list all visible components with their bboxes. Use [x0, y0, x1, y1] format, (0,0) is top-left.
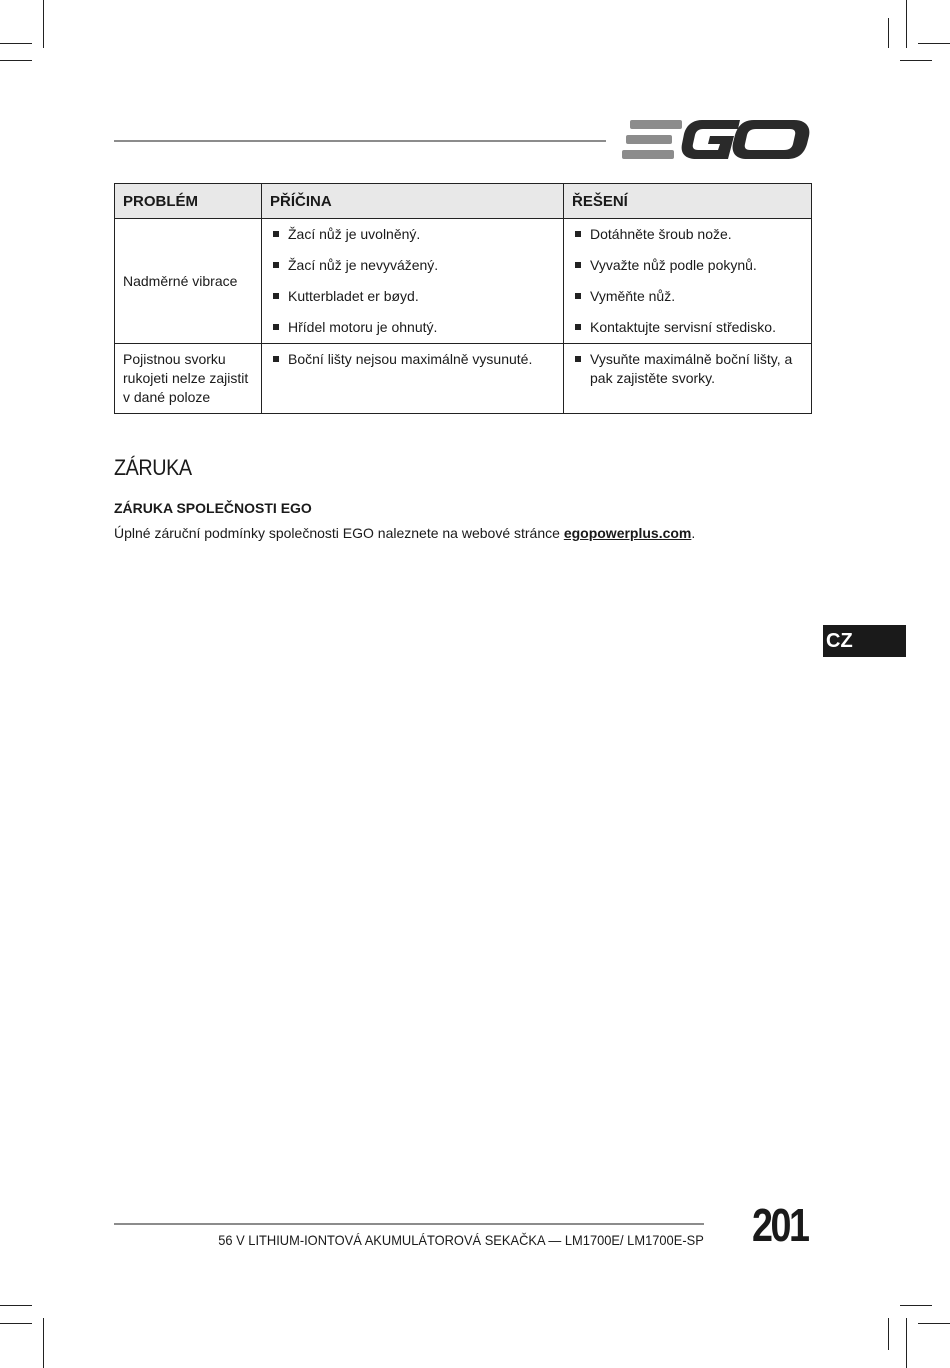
header-rule — [114, 140, 606, 142]
solution-item: Vyvažte nůž podle pokynů. — [572, 256, 803, 275]
cause-item: Boční lišty nejsou maximálně vysunuté. — [270, 350, 555, 369]
warranty-text: Úplné záruční podmínky společnosti EGO naleznete na webové stránce — [114, 525, 564, 541]
page-number: 201 — [752, 1199, 808, 1251]
solution-item: Vyměňte nůž. — [572, 287, 803, 306]
solution-item: Kontaktujte servisní středisko. — [572, 318, 803, 337]
warranty-link[interactable]: egopowerplus.com — [563, 525, 692, 541]
warranty-text-end: . — [691, 525, 696, 541]
table-row — [115, 219, 812, 344]
crop-mark — [43, 0, 44, 48]
crop-mark — [906, 1318, 907, 1368]
crop-mark — [888, 18, 889, 48]
crop-mark — [900, 1305, 932, 1306]
problem-cell: Pojistnou svorku rukojeti nelze zajistit v dané poloze — [115, 344, 262, 414]
cause-item: Hřídel motoru je ohnutý. — [270, 318, 555, 337]
crop-mark — [918, 1323, 950, 1324]
warranty-title: ZÁRUKA — [114, 455, 192, 480]
solution-cell — [564, 219, 812, 344]
cause-cell — [262, 344, 564, 414]
crop-mark — [900, 60, 932, 61]
crop-mark — [0, 1323, 32, 1324]
cause-item: Žací nůž je nevyvážený. — [270, 256, 555, 275]
crop-mark — [0, 1305, 32, 1306]
crop-mark — [43, 1318, 44, 1368]
crop-mark — [888, 1318, 889, 1350]
table-header-row — [115, 184, 812, 219]
header-cause: PŘÍČINA — [262, 184, 564, 219]
header-problem: PROBLÉM — [115, 184, 262, 219]
cause-cell — [262, 219, 564, 344]
warranty-subtitle: ZÁRUKA SPOLEČNOSTI EGO — [114, 500, 312, 516]
footer-rule — [114, 1223, 704, 1225]
table-row — [115, 344, 812, 414]
troubleshooting-table — [114, 183, 812, 414]
solution-item: Vysuňte maximálně boční lišty, a pak zajistěte svorky. — [572, 350, 803, 388]
language-tab: CZ — [823, 625, 906, 657]
crop-mark — [0, 43, 32, 44]
problem-cell: Nadměrné vibrace — [115, 219, 262, 344]
crop-mark — [906, 0, 907, 48]
cause-item: Žací nůž je uvolněný. — [270, 225, 555, 244]
footer-product-title: 56 V LITHIUM-IONTOVÁ AKUMULÁTOROVÁ SEKAČKA — LM1700E/ LM1700E-SP — [218, 1232, 704, 1248]
warranty-paragraph — [114, 525, 695, 541]
solution-cell — [564, 344, 812, 414]
solution-item: Dotáhněte šroub nože. — [572, 225, 803, 244]
cause-item: Kutterbladet er bøyd. — [270, 287, 555, 306]
header-solution: ŘEŠENÍ — [564, 184, 812, 219]
crop-mark — [918, 43, 950, 44]
crop-mark — [0, 60, 32, 61]
ego-logo — [622, 118, 810, 162]
